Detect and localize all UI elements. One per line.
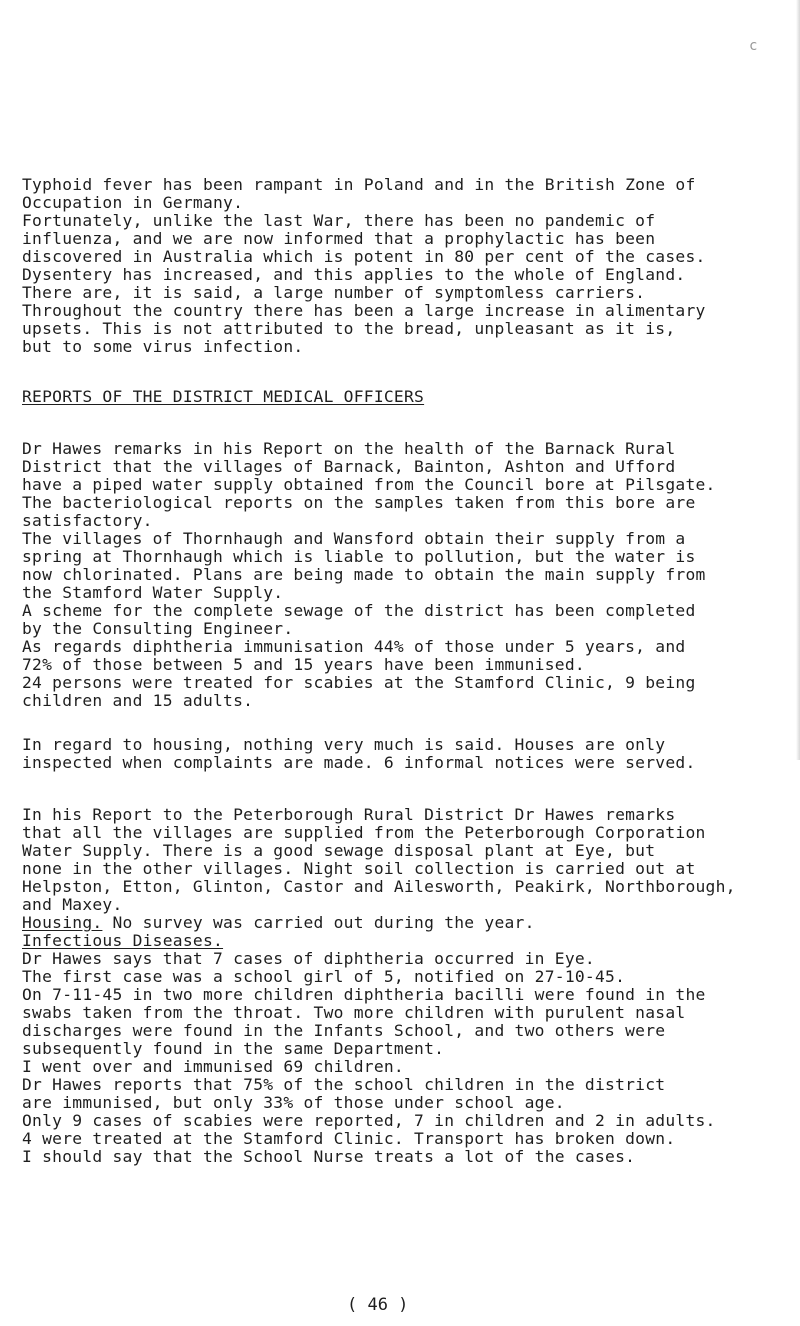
text-line: Occupation in Germany. [22, 193, 244, 212]
paragraph-barnack [22, 440, 792, 710]
text-line: subsequently found in the same Department. [22, 1039, 445, 1058]
text-line: now chlorinated. Plans are being made to obtain the main supply from [22, 565, 706, 584]
text-line: Dr Hawes remarks in his Report on the health of the Barnack Rural [22, 439, 676, 458]
page-edge-shadow [796, 0, 800, 760]
housing-label: Housing. [22, 913, 103, 932]
text-line: children and 15 adults. [22, 691, 254, 710]
text-line: discharges were found in the Infants School, and two others were [22, 1021, 666, 1040]
text-line: swabs taken from the throat. Two more children with purulent nasal [22, 1003, 686, 1022]
text-line: 72% of those between 5 and 15 years have been immunised. [22, 655, 585, 674]
text-line: influenza, and we are now informed that a prophylactic has been [22, 229, 656, 248]
text-line: Throughout the country there has been a large increase in alimentary [22, 301, 706, 320]
corner-mark: c [749, 38, 758, 54]
text-line: The villages of Thornhaugh and Wansford obtain their supply from a [22, 529, 686, 548]
paragraph-housing [22, 736, 792, 772]
section-heading-block [22, 388, 792, 406]
section-heading: REPORTS OF THE DISTRICT MEDICAL OFFICERS [22, 387, 425, 406]
text-line: Dr Hawes reports that 75% of the school children in the district [22, 1075, 666, 1094]
housing-line [22, 914, 792, 932]
paragraph-peterborough [22, 806, 792, 1166]
text-line: Dysentery has increased, and this applies to the whole of England. [22, 265, 686, 284]
text-line: Water Supply. There is a good sewage disposal plant at Eye, but [22, 841, 656, 860]
infectious-diseases-label: Infectious Diseases. [22, 931, 224, 950]
text-line: and Maxey. [22, 895, 123, 914]
text-line: the Stamford Water Supply. [22, 583, 284, 602]
text-line: I went over and immunised 69 children. [22, 1057, 404, 1076]
text-line: The first case was a school girl of 5, notified on 27-10-45. [22, 967, 626, 986]
text-line: As regards diphtheria immunisation 44% of those under 5 years, and [22, 637, 686, 656]
text-line: There are, it is said, a large number of symptomless carriers. [22, 283, 646, 302]
text-line: none in the other villages. Night soil collection is carried out at [22, 859, 696, 878]
text-line: Typhoid fever has been rampant in Poland and in the British Zone of [22, 175, 696, 194]
text-line: The bacteriological reports on the samples taken from this bore are [22, 493, 696, 512]
text-line: Dr Hawes says that 7 cases of diphtheria occurred in Eye. [22, 949, 595, 968]
text-line: spring at Thornhaugh which is liable to pollution, but the water is [22, 547, 696, 566]
text-line: In regard to housing, nothing very much is said. Houses are only [22, 735, 666, 754]
text-line: by the Consulting Engineer. [22, 619, 294, 638]
text-line: Only 9 cases of scabies were reported, 7 in children and 2 in adults. [22, 1111, 716, 1130]
text-line: 24 persons were treated for scabies at the Stamford Clinic, 9 being [22, 673, 696, 692]
text-line: but to some virus infection. [22, 337, 304, 356]
text-line: On 7-11-45 in two more children diphtheria bacilli were found in the [22, 985, 706, 1004]
housing-text: No survey was carried out during the year. [102, 913, 535, 932]
text-line: are immunised, but only 33% of those under school age. [22, 1093, 565, 1112]
paragraph-epidemics [22, 176, 792, 356]
text-line: that all the villages are supplied from the Peterborough Corporation [22, 823, 706, 842]
text-line: satisfactory. [22, 511, 153, 530]
text-line: have a piped water supply obtained from the Council bore at Pilsgate. [22, 475, 716, 494]
text-line: Fortunately, unlike the last War, there has been no pandemic of [22, 211, 656, 230]
text-line: discovered in Australia which is potent in 80 per cent of the cases. [22, 247, 706, 266]
text-line: Helpston, Etton, Glinton, Castor and Ailesworth, Peakirk, Northborough, [22, 877, 736, 896]
text-line: inspected when complaints are made. 6 informal notices were served. [22, 753, 696, 772]
page-number: ( 46 ) [347, 1295, 409, 1315]
text-line: upsets. This is not attributed to the bread, unpleasant as it is, [22, 319, 676, 338]
text-line: District that the villages of Barnack, Bainton, Ashton and Ufford [22, 457, 676, 476]
text-line: 4 were treated at the Stamford Clinic. Transport has broken down. [22, 1129, 676, 1148]
text-line: In his Report to the Peterborough Rural District Dr Hawes remarks [22, 805, 676, 824]
text-line: A scheme for the complete sewage of the district has been completed [22, 601, 696, 620]
text-line: I should say that the School Nurse treats a lot of the cases. [22, 1147, 636, 1166]
